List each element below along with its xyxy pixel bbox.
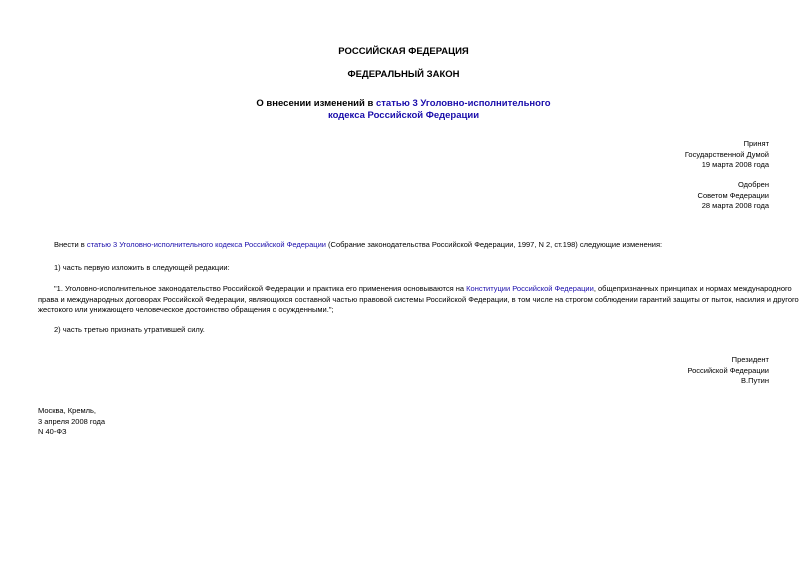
adopted-date: 19 марта 2008 года (701, 160, 769, 169)
signature-country: Российской Федерации (687, 365, 769, 375)
constitution-link[interactable]: Конституции Российской Федерации (466, 284, 594, 293)
adopted-label: Принят (743, 139, 769, 148)
signature-name: В.Путин (741, 376, 769, 385)
law-type-heading: ФЕДЕРАЛЬНЫЙ ЗАКОН (347, 69, 460, 80)
article-3-link[interactable]: статью 3 Уголовно-исполнительного (375, 98, 551, 109)
approved-date: 28 марта 2008 года (701, 201, 769, 210)
law-title-prefix: О внесении изменений в (256, 98, 376, 109)
code-link[interactable]: кодекса Российской Федерации (327, 110, 480, 121)
law-title (0, 98, 807, 122)
approved-label: Одобрен (738, 180, 769, 189)
footer-date: 3 апреля 2008 года (38, 416, 105, 426)
approved-body: Советом Федерации (697, 190, 769, 200)
item-2: 2) часть третью признать утратившей силу. (54, 325, 205, 334)
footer-place: Москва, Кремль, (38, 406, 97, 415)
signature-position: Президент (731, 355, 769, 364)
item-1: 1) часть первую изложить в следующей редакции: (54, 263, 230, 272)
adopted-body: Государственной Думой (684, 149, 769, 159)
approved-block (698, 180, 769, 212)
intro-paragraph: Внести в статью 3 Уголовно-исполнительного кодекса Российской Федерации (Собрание законодательства Российской Федерации, 1997, N 2, ст.198) следующие изменения: (54, 240, 663, 249)
quote-paragraph: "1. Уголовно-исполнительное законодательство Российской Федерации и практика его применения основываются на Конституции Российской Федерации, общепризнанных принципах и нормах международного права и международных договорах Российской Федерации, являющихся составной частью правовой системы Российской Федерации, в том числе на строгом соблюдении гарантий защиты от пыток, насилия и другого жестокого или унижающего человеческое достоинство обращения с осужденными."; (38, 284, 799, 314)
signature-block (687, 355, 769, 387)
footer-block (38, 406, 105, 438)
country-heading: РОССИЙСКАЯ ФЕДЕРАЦИЯ (338, 46, 469, 57)
article-3-code-link[interactable]: статью 3 Уголовно-исполнительного кодекса Российской Федерации (86, 240, 326, 249)
adopted-block (685, 139, 769, 171)
footer-number: N 40-ФЗ (38, 427, 67, 436)
